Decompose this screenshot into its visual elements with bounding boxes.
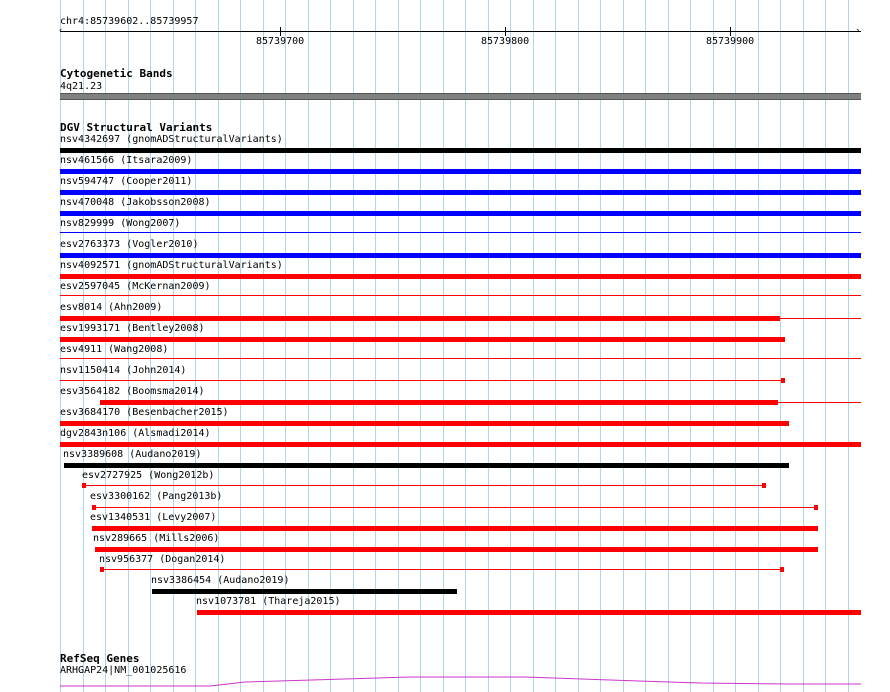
cytoband-label: 4q21.23 (60, 81, 103, 92)
ruler-tick-label: 85739800 (481, 36, 530, 47)
dgv-feature-label[interactable]: nsv956377 (Dogan2014) (99, 554, 226, 565)
dgv-track-title[interactable]: DGV Structural Variants (60, 121, 213, 134)
dgv-feature-label[interactable]: nsv4342697 (gnomADStructuralVariants) (60, 134, 283, 145)
refseq-gene-label[interactable]: ARHGAP24|NM_001025616 (60, 665, 187, 676)
dgv-feature-label[interactable]: nsv4092571 (gnomADStructuralVariants) (60, 260, 283, 271)
dgv-feature-label[interactable]: nsv3389608 (Audano2019) (63, 449, 202, 460)
dgv-feature-label[interactable]: esv3300162 (Pang2013b) (90, 491, 223, 502)
dgv-feature-label[interactable]: dgv2843n106 (Alsmadi2014) (60, 428, 211, 439)
ruler-tick-label: 85739700 (256, 36, 305, 47)
cytoband-track-title[interactable]: Cytogenetic Bands (60, 67, 173, 80)
dgv-feature-label[interactable]: esv3564182 (Boomsma2014) (60, 386, 205, 397)
dgv-feature-label[interactable]: esv8014 (Ahn2009) (60, 302, 163, 313)
dgv-feature-label[interactable]: esv3684170 (Besenbacher2015) (60, 407, 229, 418)
dgv-feature-label[interactable]: nsv3386454 (Audano2019) (151, 575, 290, 586)
dgv-feature-label[interactable]: nsv1073781 (Thareja2015) (196, 596, 341, 607)
refseq-track-title[interactable]: RefSeq Genes (60, 652, 140, 665)
locus-label: chr4:85739602..85739957 (60, 16, 199, 27)
dgv-feature-label[interactable]: nsv461566 (Itsara2009) (60, 155, 193, 166)
dgv-feature-label[interactable]: esv1340531 (Levy2007) (90, 512, 217, 523)
refseq-intron-line (60, 677, 861, 686)
ruler-tick-label: 85739900 (706, 36, 755, 47)
dgv-feature-label[interactable]: nsv470048 (Jakobsson2008) (60, 197, 211, 208)
dgv-feature-label[interactable]: esv2597045 (McKernan2009) (60, 281, 211, 292)
dgv-feature-label[interactable]: nsv829999 (Wong2007) (60, 218, 181, 229)
dgv-feature-label[interactable]: nsv594747 (Cooper2011) (60, 176, 193, 187)
dgv-feature-label[interactable]: nsv1150414 (John2014) (60, 365, 187, 376)
dgv-feature-label[interactable]: esv1993171 (Bentley2008) (60, 323, 205, 334)
dgv-feature-label[interactable]: nsv289665 (Mills2006) (93, 533, 220, 544)
dgv-feature-label[interactable]: esv2763373 (Vogler2010) (60, 239, 199, 250)
dgv-feature-label[interactable]: esv2727925 (Wong2012b) (82, 470, 215, 481)
ruler-right-arrow-icon: › (855, 26, 861, 36)
ruler-left-arrow-icon: ‹ (58, 26, 64, 36)
dgv-feature-label[interactable]: esv4911 (Wang2008) (60, 344, 169, 355)
